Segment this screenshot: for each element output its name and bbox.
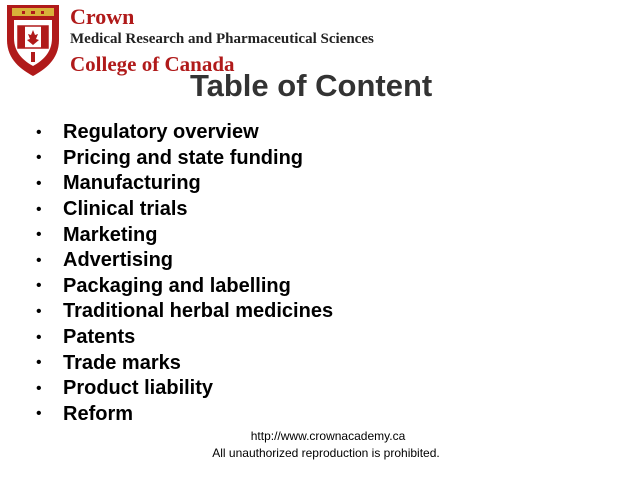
list-item <box>36 376 333 402</box>
bullet-icon: • <box>36 328 42 346</box>
bullet-icon: • <box>36 149 42 167</box>
list-item-label: Marketing <box>63 223 158 246</box>
slide-title: Table of Content <box>190 68 433 103</box>
list-item <box>36 274 333 300</box>
list-item <box>36 120 333 146</box>
table-of-contents-list <box>36 120 333 427</box>
bullet-icon: • <box>36 354 42 372</box>
list-item-label: Patents <box>63 326 136 349</box>
bullet-icon: • <box>36 226 42 244</box>
list-item-label: Packaging and labelling <box>63 274 291 297</box>
list-item-label: Traditional herbal medicines <box>63 300 334 323</box>
list-item <box>36 197 333 223</box>
list-item-label: Manufacturing <box>63 172 201 195</box>
list-item-label: Clinical trials <box>63 198 188 221</box>
list-item-label: Advertising <box>63 249 174 272</box>
list-item-label: Product liability <box>63 377 214 400</box>
list-item-label: Pricing and state funding <box>63 146 304 169</box>
bullet-icon: • <box>36 200 42 218</box>
list-item <box>36 146 333 172</box>
footer-copyright-notice: All unauthorized reproduction is prohibited. <box>212 446 440 460</box>
list-item-label: Regulatory overview <box>63 121 259 144</box>
list-item <box>36 248 333 274</box>
list-item-label: Trade marks <box>63 351 181 374</box>
bullet-icon: • <box>36 405 42 423</box>
footer-url: http://www.crownacademy.ca <box>250 429 406 443</box>
university-crest-icon <box>4 2 62 78</box>
list-item <box>36 171 333 197</box>
bullet-icon: • <box>36 123 42 141</box>
bullet-icon: • <box>36 174 42 192</box>
list-item <box>36 325 333 351</box>
bullet-icon: • <box>36 251 42 269</box>
list-item <box>36 299 333 325</box>
logo-name-crown: Crown <box>70 4 135 29</box>
list-item <box>36 222 333 248</box>
list-item <box>36 350 333 376</box>
bullet-icon: • <box>36 302 42 320</box>
logo-subtitle: Medical Research and Pharmaceutical Sciences <box>70 31 374 47</box>
bullet-icon: • <box>36 277 42 295</box>
bullet-icon: • <box>36 379 42 397</box>
list-item <box>36 402 333 428</box>
logo-college-name: College of Canada <box>70 52 235 76</box>
list-item-label: Reform <box>63 402 134 425</box>
